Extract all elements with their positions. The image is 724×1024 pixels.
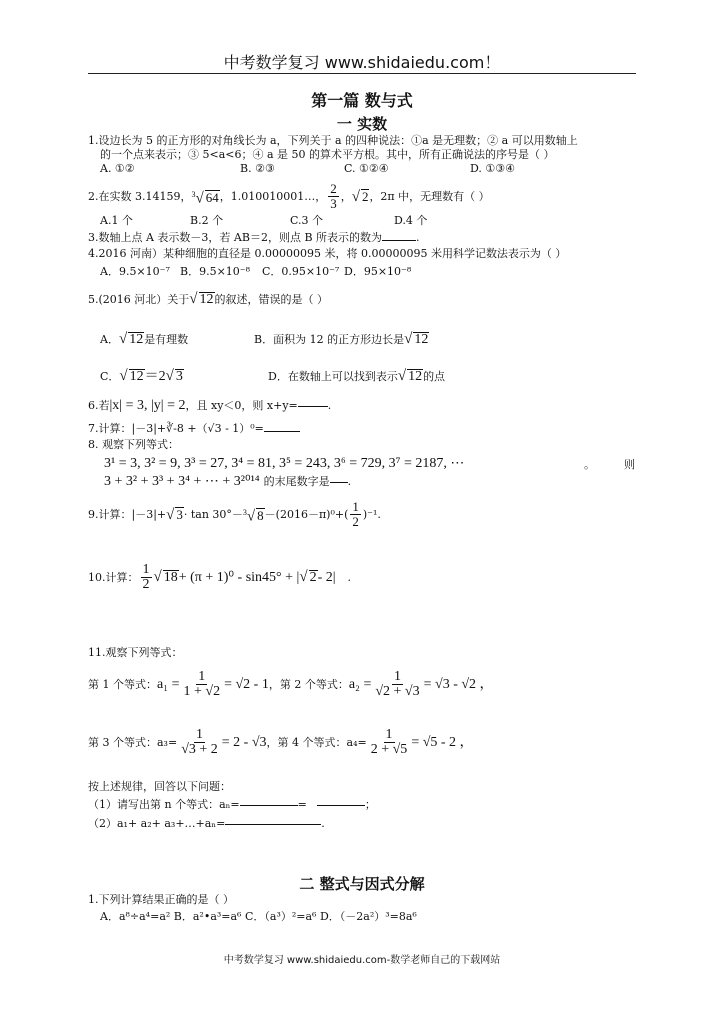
q2-frac-num: 2 xyxy=(330,181,337,196)
q1-line2: 的一个点来表示；③ 5<a<6；④ a 是 50 的算术平方根。其中，所有正确说法的序号是（ ） xyxy=(100,148,555,161)
q2-option-d: D.4 个 xyxy=(394,214,428,227)
q8-answer-blank[interactable] xyxy=(330,482,348,483)
q2-option-a: A.1 个 xyxy=(100,214,133,227)
part-title: 第一篇 数与式 xyxy=(311,91,413,110)
q2-sqrt-radicand: 2 xyxy=(361,189,369,204)
q2-sqrt: √ 2 xyxy=(351,189,369,205)
q2-frac-den: 3 xyxy=(330,196,337,211)
q10-line: 10.计算： $\frac{1}{2}$ √ 18 + (π + 1)⁰ - sin45° + | √ 2 - 2| . xyxy=(88,562,352,592)
s2-q1-options: A．a⁸÷a⁴=a² B．a²•a³=a⁶ C．（a³）²=a⁶ D．（－2a²）³=8a⁶ xyxy=(100,910,417,923)
q1-line1: 1.设边长为 5 的正方形的对角线长为 a，下列关于 a 的四种说法：①a 是无理数；② a 可以用数轴上 xyxy=(88,134,578,147)
q2-prefix: 2.在实数 3.14159， xyxy=(88,189,192,203)
q2-line: 2.在实数 3.14159， $^3$√ 64 ，1.010010001…， $\frac{2}{3}$ ， √ 2 ，2π 中，无理数有（ ） xyxy=(88,181,490,211)
q5-option-a: A． √ 12 是有理数 xyxy=(100,331,189,347)
page-footer: 中考数学复习 www.shidaiedu.com-数学老师自己的下载网站 xyxy=(223,955,501,966)
section-title-polynomials: 二 整式与因式分解 xyxy=(299,875,425,893)
q6-answer-blank[interactable] xyxy=(298,406,328,407)
q5-sqrt12: √ 12 xyxy=(189,291,214,307)
q8-sum-line: 3 + 3² + 3³ + 3⁴ + ⋯ + 3²⁰¹⁴ 的末尾数字是 . xyxy=(104,474,352,489)
q7-answer-blank[interactable] xyxy=(264,431,300,432)
q6-line: 6.若 |x| = 3, |y| = 2 ，且 xy＜0，则 x+y= . xyxy=(88,398,332,413)
q2-option-c: C.3 个 xyxy=(290,214,324,227)
q11-p1-blank1[interactable] xyxy=(240,805,298,806)
header-rule xyxy=(88,73,636,74)
q11-eq1-eq2: 第 1 个等式： a₁ = $\frac{1}{1 + √2}$ = √2 - 1 ，第 2 个等式： a₂ = $\frac{1}{√2 + √3}$ = √3 - √2 ， xyxy=(88,669,494,699)
q1-option-c: C. ①②④ xyxy=(344,162,389,175)
page-header: 中考数学复习 www.shidaiedu.com！ xyxy=(223,53,501,72)
q11-p2-blank[interactable] xyxy=(225,824,321,825)
q9-line: 9.计算：|－3|+ √ 3 · tan 30°－ $^3$√ 8 －(2016－π)⁰+( $\frac{1}{2}$ )⁻¹. xyxy=(88,499,381,529)
q1-option-d: D. ①③④ xyxy=(470,162,516,175)
q2-cube-root: $^3$√ 64 xyxy=(191,189,219,207)
q5-option-c: C． √ 12 ＝2 √ 3 xyxy=(100,368,183,384)
q3-line: 3.数轴上点 A 表示数－3，若 AB＝2，则点 B 所表示的数为 . xyxy=(88,231,420,244)
q2-cube-index: 3 xyxy=(191,189,196,199)
q8-period: 。 xyxy=(584,458,595,471)
q4-option-b: B．9.5×10⁻⁸ xyxy=(180,265,251,278)
q1-option-b: B. ②③ xyxy=(240,162,275,175)
q3-text: 3.数轴上点 A 表示数－3，若 AB＝2，则点 B 所表示的数为 xyxy=(88,231,383,244)
q1-option-a: A. ①② xyxy=(100,162,135,175)
q11-part1: （1）请写出第 n 个等式：aₙ= = ； xyxy=(88,798,376,811)
q8-then: 则 xyxy=(624,458,635,471)
q2-mid: ，1.010010001…， xyxy=(219,189,327,203)
q8-powers-line: 3¹ = 3, 3² = 9, 3³ = 27, 3⁴ = 81, 3⁵ = 243, 3⁶ = 729, 3⁷ = 2187, ⋯ xyxy=(104,456,465,471)
section-title-real-numbers: 一 实数 xyxy=(336,115,388,133)
q4-option-c: C．0.95×10⁻⁷ xyxy=(262,265,340,278)
q3-answer-blank[interactable] xyxy=(382,240,416,241)
q2-fraction xyxy=(328,182,339,211)
q5-option-d: D．在数轴上可以找到表示 √ 12 的点 xyxy=(268,368,446,384)
q11-p1-blank2[interactable] xyxy=(317,805,365,806)
s2-q1-text: 1.下列计算结果正确的是（ ） xyxy=(88,893,234,906)
q2-suffix: ，2π 中，无理数有（ ） xyxy=(369,189,490,203)
q7-line: 7.计算：|－3|+∛-8 +（√3 - 1）⁰= xyxy=(88,422,300,436)
q6-equation: |x| = 3, |y| = 2 xyxy=(109,398,186,413)
q4-option-a: A．9.5×10⁻⁷ xyxy=(100,265,170,278)
q5-option-b: B．面积为 12 的正方形边长是 √ 12 xyxy=(254,331,429,347)
q5-stem: 5.(2016 河北）关于 √ 12 的叙述，错误的是（ ） xyxy=(88,291,329,307)
q11-rule: 按上述规律，回答以下问题： xyxy=(88,780,231,793)
q4-text: 4.2016 河南）某种细胞的直径是 0.00000095 米，将 0.00000095 米用科学记数法表示为（ ） xyxy=(88,247,567,260)
q11-eq3-eq4: 第 3 个等式： a₃= $\frac{1}{√3 + 2}$ = 2 - √3 ，第 4 个等式： a₄= $\frac{1}{2 + √5}$ = √5 - 2 ， xyxy=(88,727,474,757)
q11-part2: （2）a₁+ a₂+ a₃+…+aₙ= . xyxy=(88,817,325,830)
q4-option-d: D．95×10⁻⁸ xyxy=(344,265,412,278)
q11-title: 11.观察下列等式： xyxy=(88,646,183,659)
q8-title: 8. 观察下列等式： xyxy=(88,438,179,451)
q2-cube-radicand: 64 xyxy=(205,190,219,206)
q2-option-b: B.2 个 xyxy=(190,214,224,227)
